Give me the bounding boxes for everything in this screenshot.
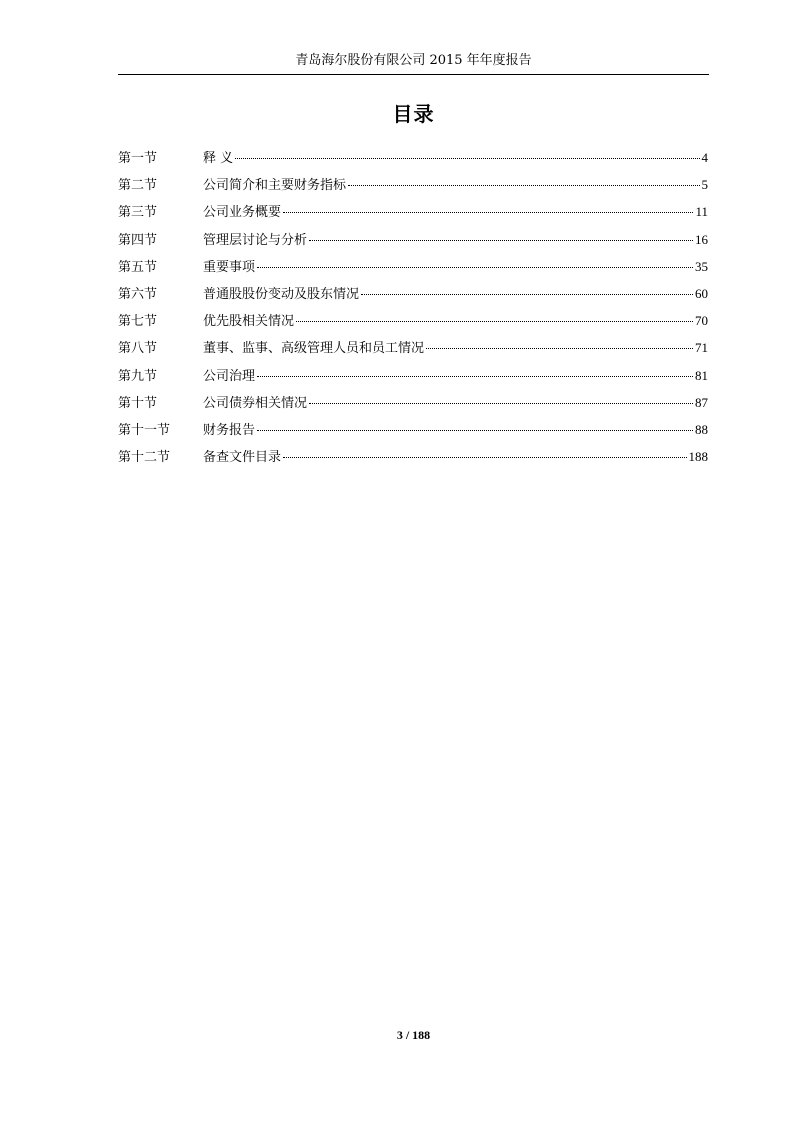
toc-section-name: 公司简介和主要财务指标	[203, 178, 347, 194]
toc-section-number: 第九节	[118, 368, 158, 384]
toc-section-name: 优先股相关情况	[203, 314, 295, 330]
toc-leader-dots	[235, 158, 699, 159]
toc-section-name: 普通股股份变动及股东情况	[203, 286, 360, 302]
toc-section-name: 重要事项	[203, 259, 256, 275]
toc-entry[interactable]	[118, 311, 708, 338]
toc-leader-dots	[283, 457, 686, 458]
toc-page-number: 60	[695, 285, 708, 301]
toc-section-name: 公司业务概要	[203, 205, 282, 221]
toc-leader-dots	[426, 348, 693, 349]
toc-leader-dots	[309, 403, 693, 404]
toc-leader-dots	[348, 185, 699, 186]
page-number-footer: 3 / 188	[396, 1028, 431, 1042]
toc-page-number: 16	[695, 231, 708, 247]
toc-leader-dots	[257, 430, 693, 431]
toc-leader-dots	[257, 376, 693, 377]
toc-page-number: 88	[695, 421, 708, 437]
toc-page-number: 188	[688, 449, 708, 465]
toc-leader-dots	[283, 212, 693, 213]
toc-entry[interactable]	[118, 230, 708, 257]
toc-section-name: 管理层讨论与分析	[203, 232, 308, 248]
toc-section-number: 第三节	[118, 205, 158, 221]
toc-section-name: 财务报告	[203, 422, 256, 438]
toc-entry[interactable]	[118, 257, 708, 284]
toc-entry[interactable]	[118, 202, 708, 229]
toc-entry[interactable]	[118, 338, 708, 365]
toc-section-number: 第十节	[118, 395, 158, 411]
toc-page-number: 11	[695, 204, 708, 220]
toc-section-number: 第十一节	[118, 422, 171, 438]
toc-section-name: 公司治理	[203, 368, 256, 384]
toc-entry[interactable]	[118, 366, 708, 393]
toc-section-name: 董事、监事、高级管理人员和员工情况	[203, 341, 425, 357]
toc-leader-dots	[257, 267, 693, 268]
toc-entry[interactable]	[118, 393, 708, 420]
toc-entry[interactable]	[118, 420, 708, 447]
toc-page-number: 70	[695, 313, 708, 329]
toc-leader-dots	[296, 321, 693, 322]
toc-entry[interactable]	[118, 447, 708, 474]
toc-section-name: 公司债券相关情况	[203, 395, 308, 411]
toc-page-number: 87	[695, 394, 708, 410]
table-of-contents	[118, 148, 708, 474]
toc-section-number: 第四节	[118, 232, 158, 248]
toc-section-number: 第八节	[118, 341, 158, 357]
toc-title: 目录	[392, 102, 435, 126]
toc-section-number: 第一节	[118, 151, 158, 166]
toc-section-number: 第二节	[118, 178, 158, 194]
toc-entry[interactable]	[118, 175, 708, 202]
toc-section-number: 第五节	[118, 259, 158, 275]
toc-entry[interactable]	[118, 284, 708, 311]
toc-entry[interactable]	[118, 148, 708, 175]
toc-page-number: 35	[695, 258, 708, 274]
toc-section-name: 释 义	[203, 151, 234, 166]
running-header: 青岛海尔股份有限公司 2015 年年度报告	[118, 52, 709, 75]
toc-section-number: 第七节	[118, 314, 158, 330]
toc-section-number: 第十二节	[118, 450, 171, 466]
toc-leader-dots	[309, 240, 693, 241]
toc-section-number: 第六节	[118, 286, 158, 302]
toc-page-number: 4	[701, 150, 708, 165]
toc-leader-dots	[361, 294, 693, 295]
toc-page-number: 81	[695, 367, 708, 383]
toc-section-name: 备查文件目录	[203, 450, 282, 466]
toc-page-number: 5	[701, 177, 708, 193]
toc-page-number: 71	[695, 340, 708, 356]
